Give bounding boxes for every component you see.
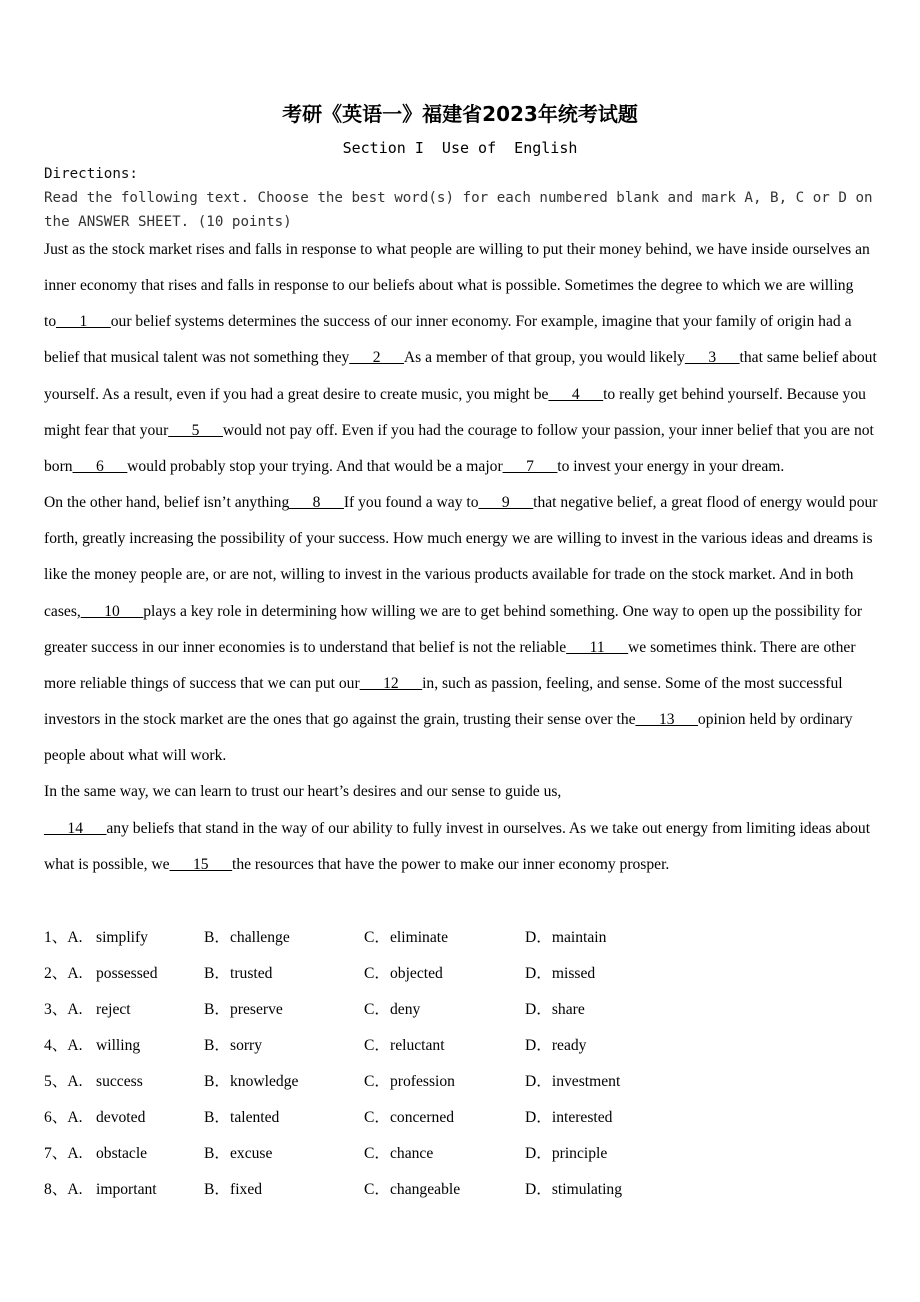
page-title: 考研《英语一》福建省2023年统考试题 — [282, 102, 638, 126]
option-a: important — [96, 1181, 157, 1198]
option-d: D．missed — [525, 965, 596, 982]
blank-12: ___12___ — [359, 674, 423, 692]
passage-text: On the other hand, belief isn’t anything — [44, 494, 290, 512]
option-a: devoted — [96, 1109, 146, 1126]
option-c: C．eliminate — [364, 929, 449, 946]
blank-1: ___1___ — [56, 313, 111, 331]
option-d: D．ready — [525, 1037, 587, 1054]
blank-9: ___9___ — [478, 494, 534, 512]
passage-text: would probably stop your trying. And that would be a major — [127, 457, 503, 475]
option-a: simplify — [96, 929, 148, 946]
question-number: 2、A. — [44, 965, 83, 982]
passage-text: would not pay off. Even if you had the courage to follow your passion, your inner belief that you are not born — [44, 421, 874, 475]
question-number: 5、A. — [44, 1073, 83, 1090]
option-c: C．objected — [364, 965, 443, 982]
passage-text: opinion held by ordinary people about what will work. — [44, 711, 853, 765]
directions-label: Directions: — [44, 166, 138, 182]
passage-text: our belief systems determines the success of our inner economy. For example, imagine that your family of origin had a belief that musical talent was not something they — [44, 313, 852, 367]
question-number: 8、A. — [44, 1181, 83, 1198]
option-b: B．excuse — [204, 1145, 273, 1162]
passage-text: we sometimes think. There are other more reliable things of success that we can put our — [44, 638, 856, 692]
blank-2: ___2___ — [349, 349, 404, 367]
option-d: D．stimulating — [525, 1181, 623, 1198]
blank-3: ___3___ — [684, 349, 740, 367]
blank-6: ___6___ — [72, 457, 128, 475]
option-b: B．fixed — [204, 1181, 263, 1198]
option-d: D．investment — [525, 1073, 621, 1090]
option-c: C．changeable — [364, 1181, 461, 1198]
passage-paragraph-1 — [44, 232, 880, 485]
section-heading: Section I Use of English — [342, 139, 578, 157]
blank-13: ___13___ — [635, 711, 698, 729]
passage-text: in, such as passion, feeling, and sense. Some of the most successful investors in the stock market are the ones that go against the grain, trusting their sense over the — [44, 674, 843, 729]
question-number: 7、A. — [44, 1145, 83, 1162]
blank-15: ___15___ — [169, 855, 232, 873]
passage-text: In the same way, we can learn to trust our heart’s desires and our sense to guide us, — [44, 783, 562, 801]
question-number: 4、A. — [44, 1037, 83, 1054]
blank-8: ___8___ — [289, 494, 344, 512]
option-a: possessed — [96, 965, 158, 982]
option-a: willing — [96, 1037, 141, 1054]
question-number: 3、A. — [44, 1001, 83, 1018]
option-d: D．principle — [525, 1145, 608, 1162]
blank-7: ___7___ — [502, 457, 558, 475]
passage-text: As a member of that group, you would likely — [403, 349, 685, 367]
option-a: reject — [96, 1001, 131, 1018]
passage-paragraph-2 — [44, 485, 880, 774]
option-c: C．concerned — [364, 1109, 455, 1126]
blank-5: ___5___ — [168, 421, 223, 439]
passage-text: Just as the stock market rises and falls in response to what people are willing to put their money behind, we have inside ourselves an inner economy that rises and falls in response to our beliefs about what is possible. Sometimes the degree to which we are willing to — [44, 241, 870, 331]
blank-11: ___11___ — [566, 638, 629, 656]
option-b: B．sorry — [204, 1037, 263, 1054]
option-b: B．knowledge — [204, 1073, 299, 1090]
directions-text: Read the following text. Choose the best word(s) for each numbered blank and mark A, B, C or D on the ANSWER SHEET. (10 points) — [44, 190, 873, 230]
option-b: B．preserve — [204, 1001, 283, 1018]
passage-text: plays a key role in determining how willing we are to get behind something. One way to open up the possibility for greater success in our inner economies is to understand that belief is not the reliable — [44, 602, 863, 656]
option-a: success — [96, 1073, 143, 1090]
question-number: 6、A. — [44, 1109, 83, 1126]
passage-text: that negative belief, a great flood of energy would pour forth, greatly increasing the possibility of your success. How much energy we are willing to invest in the various ideas and dreams is like the money people are, or are not, willing to invest in the various products available for trade on the stock market. And in both cases, — [44, 494, 878, 620]
option-b: B．trusted — [204, 965, 273, 982]
option-d: D．maintain — [525, 929, 607, 946]
option-c: C．profession — [364, 1073, 455, 1090]
blank-4: ___4___ — [548, 385, 604, 403]
option-c: C．reluctant — [364, 1037, 445, 1054]
option-d: D．share — [525, 1001, 585, 1018]
passage-text: that same belief about yourself. As a result, even if you had a great desire to create music, you might be — [44, 349, 877, 403]
passage-paragraph-3 — [44, 774, 880, 882]
option-c: C．deny — [364, 1001, 421, 1018]
question-number: 1、A. — [44, 929, 83, 946]
passage-text: any beliefs that stand in the way of our ability to fully invest in ourselves. As we take out energy from limiting ideas about what is possible, we — [44, 819, 871, 873]
passage-text: to invest your energy in your dream. — [557, 457, 785, 475]
option-b: B．challenge — [204, 929, 290, 946]
passage-text: If you found a way to — [343, 494, 479, 512]
passage — [44, 232, 880, 883]
passage-text: the resources that have the power to make our inner economy prosper. — [231, 855, 670, 873]
option-d: D．interested — [525, 1109, 613, 1126]
option-a: obstacle — [96, 1145, 148, 1162]
blank-14: ___14___ — [44, 819, 107, 837]
option-c: C．chance — [364, 1145, 434, 1162]
passage-text: to really get behind yourself. Because you might fear that your — [44, 385, 866, 439]
blank-10: ___10___ — [80, 602, 144, 620]
option-b: B．talented — [204, 1109, 280, 1126]
